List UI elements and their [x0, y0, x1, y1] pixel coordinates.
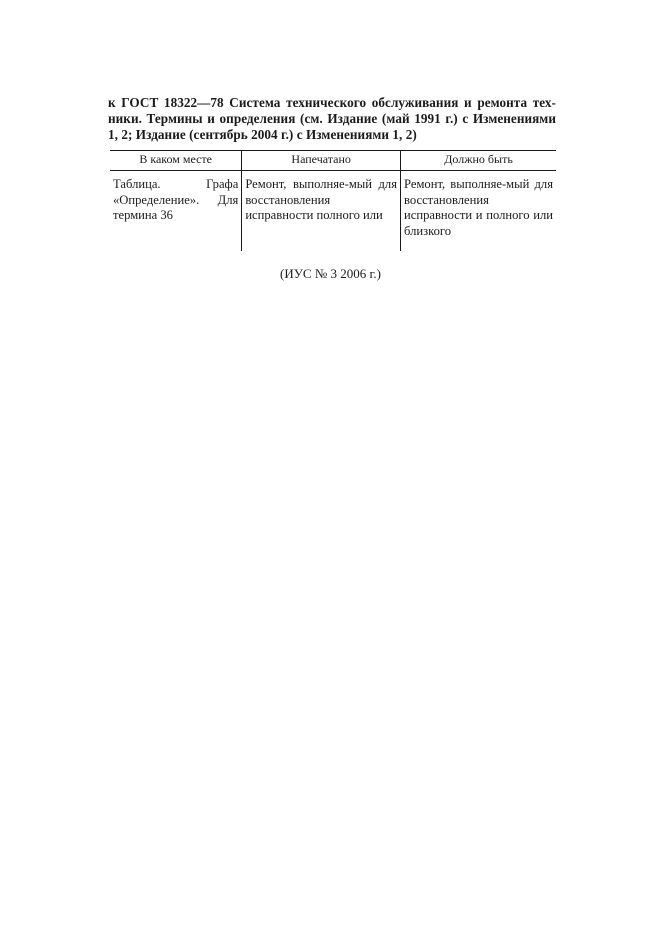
table-row: [110, 171, 556, 252]
header-where: В каком месте: [110, 151, 242, 171]
cell-printed: Ремонт, выполняе-мый для восстановления исправности полного или: [242, 171, 401, 252]
heading-line-2: ники. Термины и определения (см. Издание (май 1991 г.) с Изменениями: [108, 111, 556, 126]
header-printed: Напечатано: [242, 151, 401, 171]
heading-line-3: 1, 2; Издание (сентябрь 2004 г.) с Изменениями 1, 2): [108, 127, 417, 142]
heading-line-1: к ГОСТ 18322—78 Система технического обслуживания и ремонта тех-: [108, 95, 556, 110]
header-should-be: Должно быть: [401, 151, 556, 171]
corrections-table: [110, 150, 556, 251]
cell-where: Таблица. Графа «Определение». Для термина 36: [110, 171, 242, 252]
corrections-table-wrapper: [110, 150, 556, 251]
cell-should-be: Ремонт, выполняе-мый для восстановления исправности и полного или близкого: [404, 177, 553, 238]
table-header-row: [110, 151, 556, 171]
source-note: (ИУС № 3 2006 г.): [280, 266, 381, 281]
amendment-heading: [108, 95, 556, 143]
